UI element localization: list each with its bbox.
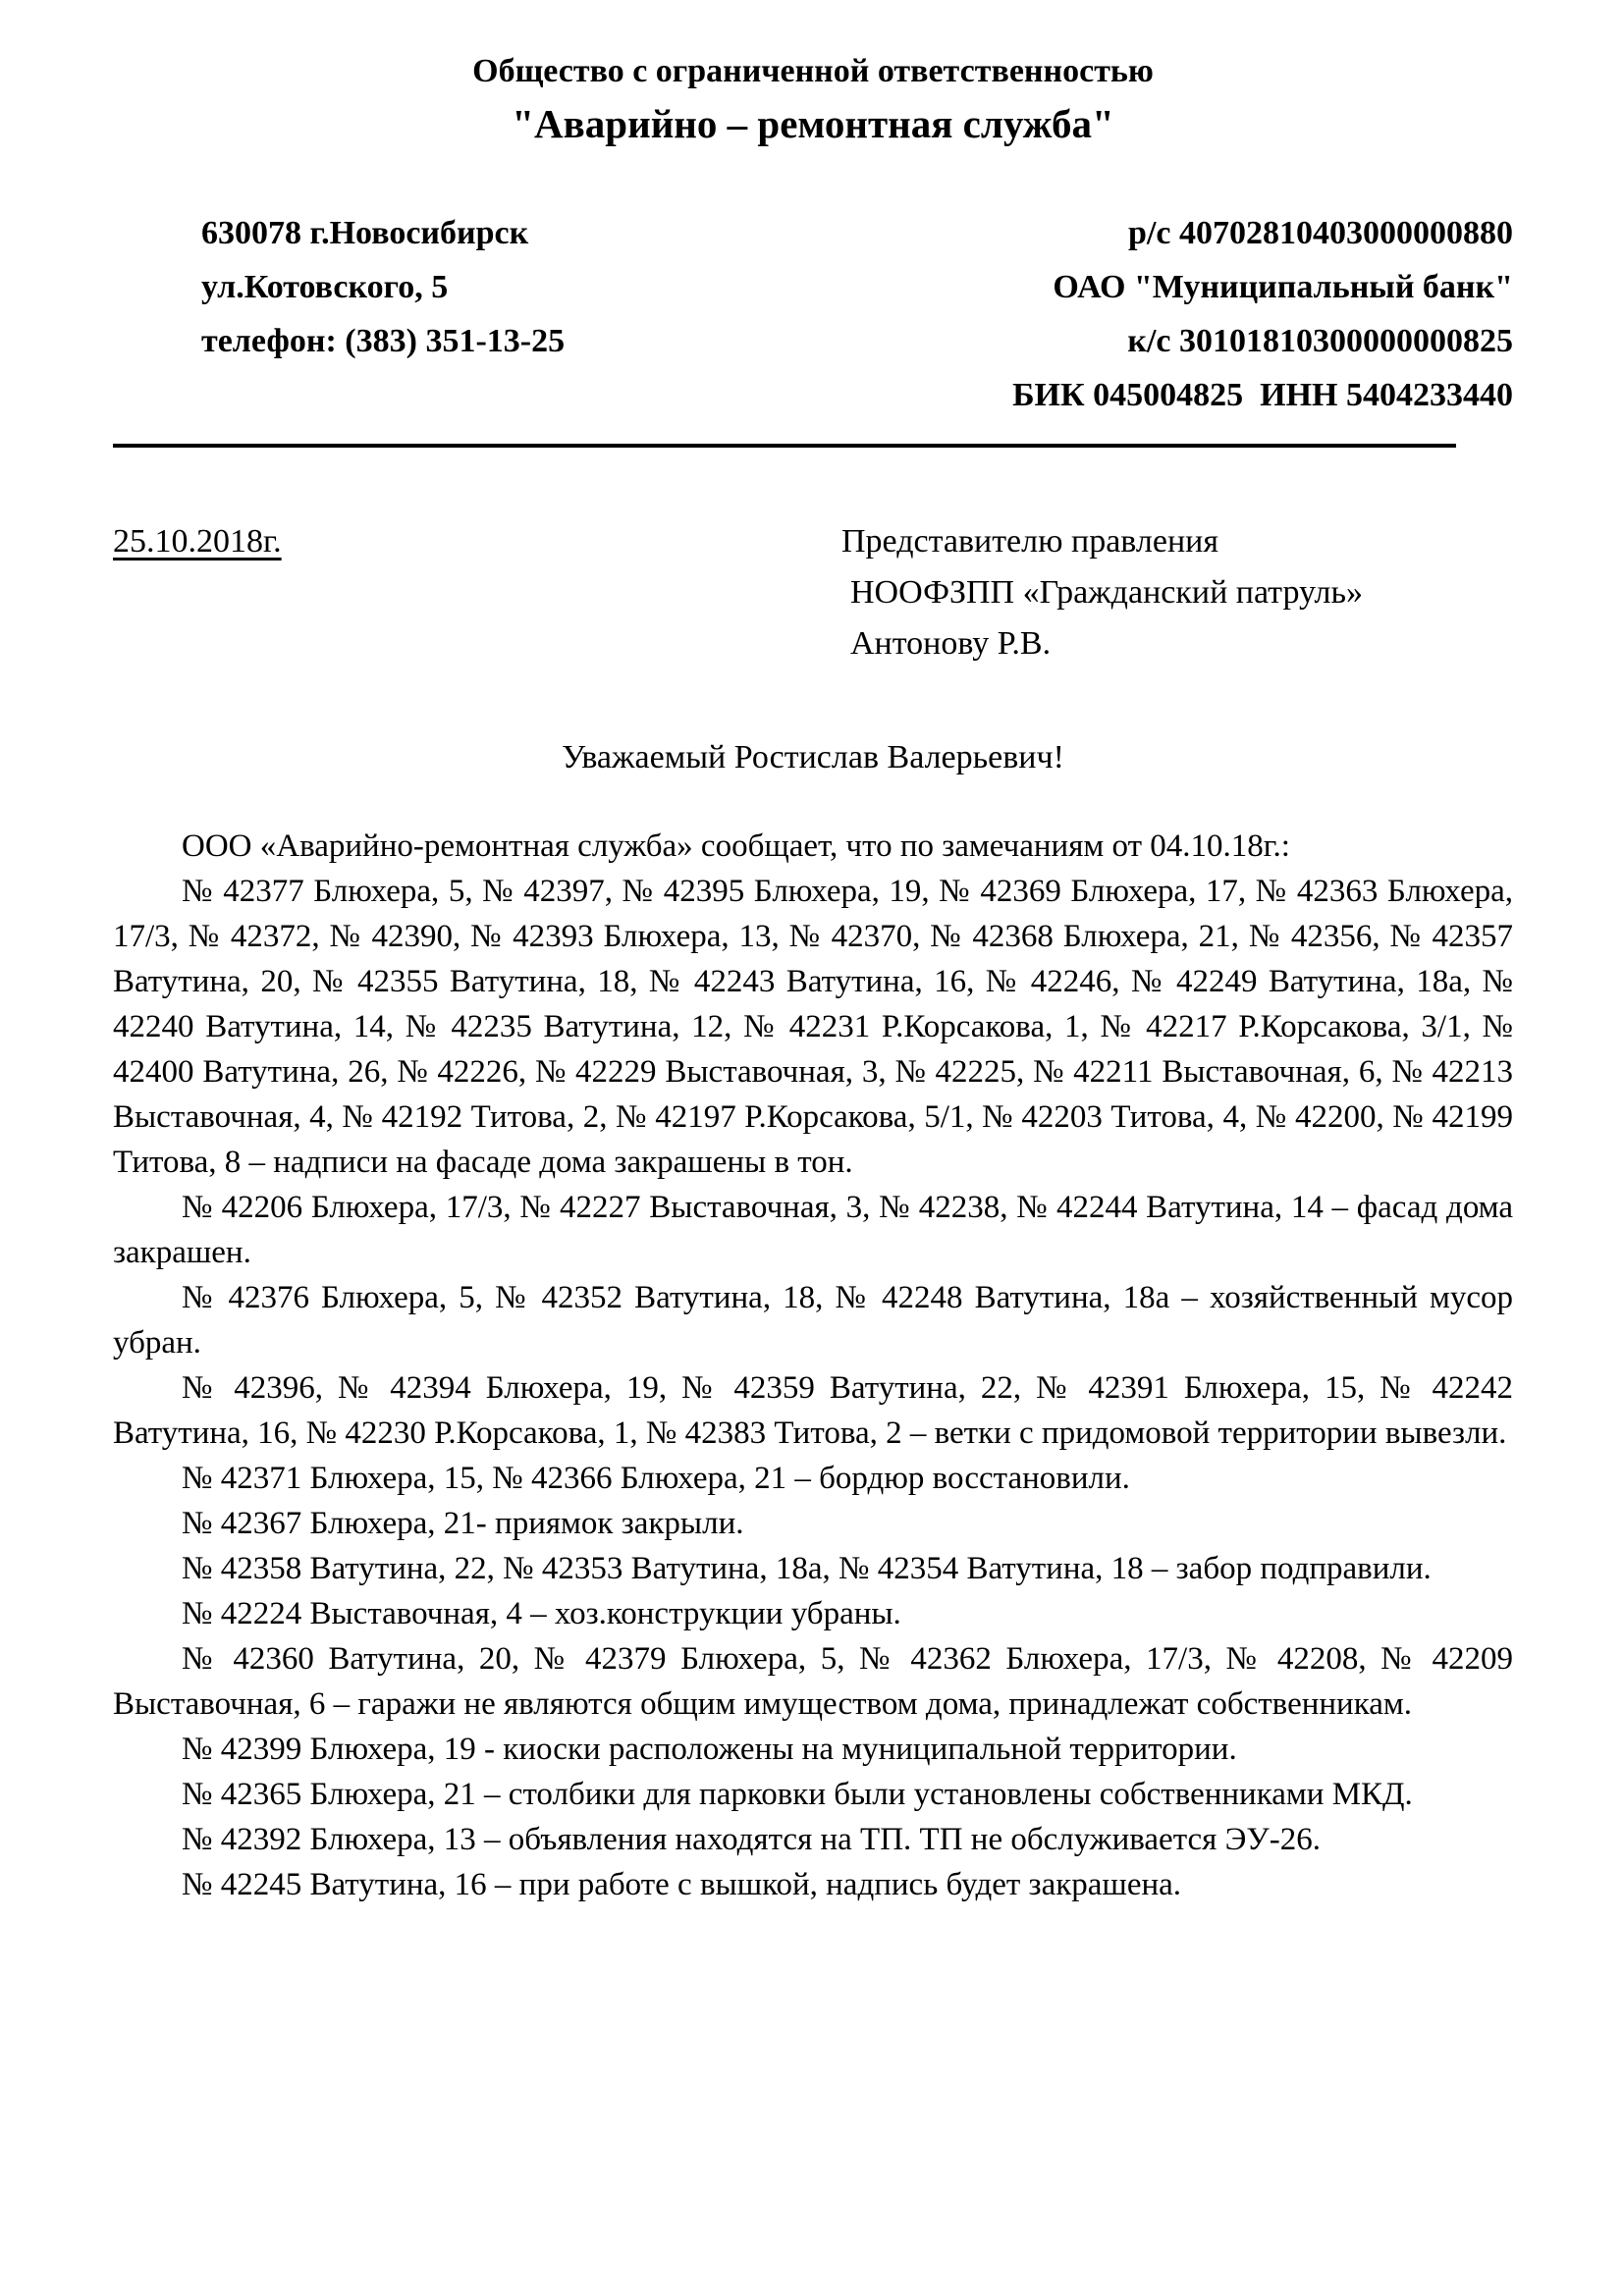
paragraph: № 42392 Блюхера, 13 – объявления находятся на ТП. ТП не обслуживается ЭУ-26. [182, 1822, 1321, 1857]
bank-details [1012, 206, 1513, 422]
paragraph: № 42376 Блюхера, 5, № 42352 Ватутина, 18, № 42248 Ватутина, 18а – хозяйственный мусор убран. [113, 1280, 1513, 1361]
address-line-phone: телефон: (383) 351-13-25 [201, 323, 566, 359]
paragraph: № 42206 Блюхера, 17/3, № 42227 Выставочная, 3, № 42238, № 42244 Ватутина, 14 – фасад дома закрашен. [113, 1190, 1513, 1270]
recipient-name: Антонову Р.В. [850, 625, 1052, 662]
paragraph: № 42224 Выставочная, 4 – хоз.конструкции убраны. [182, 1596, 901, 1631]
paragraph: № 42367 Блюхера, 21- приямок закрыли. [182, 1506, 744, 1541]
bank-line-bank-name: ОАО "Муниципальный банк" [1053, 269, 1513, 305]
letterhead-columns [113, 206, 1513, 422]
recipient-organization: НООФЗПП «Гражданский патруль» [850, 574, 1363, 611]
recipient-block [841, 516, 1363, 669]
org-name: "Аварийно – ремонтная служба" [512, 101, 1114, 146]
address-line-city: 630078 г.Новосибирск [201, 215, 529, 251]
paragraph: № 42399 Блюхера, 19 - киоски расположены на муниципальной территории. [182, 1732, 1237, 1767]
paragraph: № 42360 Ватутина, 20, № 42379 Блюхера, 5, № 42362 Блюхера, 17/3, № 42208, № 42209 Выставочная, 6 – гаражи не являются общим имуществом дома, принадлежат собственникам. [113, 1641, 1513, 1722]
letterhead [113, 51, 1513, 448]
paragraph: № 42396, № 42394 Блюхера, 19, № 42359 Ватутина, 22, № 42391 Блюхера, 15, № 42242 Ватутина, 16, № 42230 Р.Корсакова, 1, № 42383 Титова, 2 – ветки с придомовой территории вывезли. [113, 1370, 1513, 1451]
paragraph: № 42377 Блюхера, 5, № 42397, № 42395 Блюхера, 19, № 42369 Блюхера, 17, № 42363 Блюхера, 17/3, № 42372, № 42390, № 42393 Блюхера, 13, № 42370, № 42368 Блюхера, 21, № 42356, № 42357 Ватутина, 20, № 42355 Ватутина, 18, № 42243 Ватутина, 16, № 42246, № 42249 Ватутина, 18а, № 42240 Ватутина, 14, № 42235 Ватутина, 12, № 42231 Р.Корсакова, 1, № 42217 Р.Корсакова, 3/1, № 42400 Ватутина, 26, № 42226, № 42229 Выставочная, 3, № 42225, № 42211 Выставочная, 6, № 42213 Выставочная, 4, № 42192 Титова, 2, № 42197 Р.Корсакова, 5/1, № 42203 Титова, 4, № 42200, № 42199 Титова, 8 – надписи на фасаде дома закрашены в тон. [113, 874, 1513, 1180]
bank-line-settlement-account: р/с 40702810403000000880 [1128, 215, 1513, 251]
paragraph: № 42371 Блюхера, 15, № 42366 Блюхера, 21 – бордюр восстановили. [182, 1461, 1130, 1496]
divider-line [113, 444, 1456, 448]
company-address [113, 206, 565, 422]
paragraph: № 42358 Ватутина, 22, № 42353 Ватутина, 18а, № 42354 Ватутина, 18 – забор подправили. [182, 1551, 1432, 1586]
paragraph-intro: ООО «Аварийно-ремонтная служба» сообщает, что по замечаниям от 04.10.18г.: [182, 828, 1290, 864]
bank-line-bik-inn: БИК 045004825 ИНН 5404233440 [1012, 377, 1513, 413]
salutation: Уважаемый Ростислав Валерьевич! [562, 739, 1064, 775]
recipient-title: Представителю правления [841, 523, 1218, 560]
letter-date: 25.10.2018г. [113, 523, 282, 560]
letter-body [113, 824, 1513, 1907]
bank-line-corr-account: к/с 30101810300000000825 [1127, 323, 1513, 359]
date-recipient-row [113, 516, 1513, 678]
org-type: Общество с ограниченной ответственностью [472, 53, 1154, 89]
paragraph: № 42245 Ватутина, 16 – при работе с вышкой, надпись будет закрашена. [182, 1867, 1182, 1902]
paragraph: № 42365 Блюхера, 21 – столбики для парковки были установлены собственниками МКД. [182, 1777, 1413, 1812]
address-line-street: ул.Котовского, 5 [201, 269, 449, 305]
